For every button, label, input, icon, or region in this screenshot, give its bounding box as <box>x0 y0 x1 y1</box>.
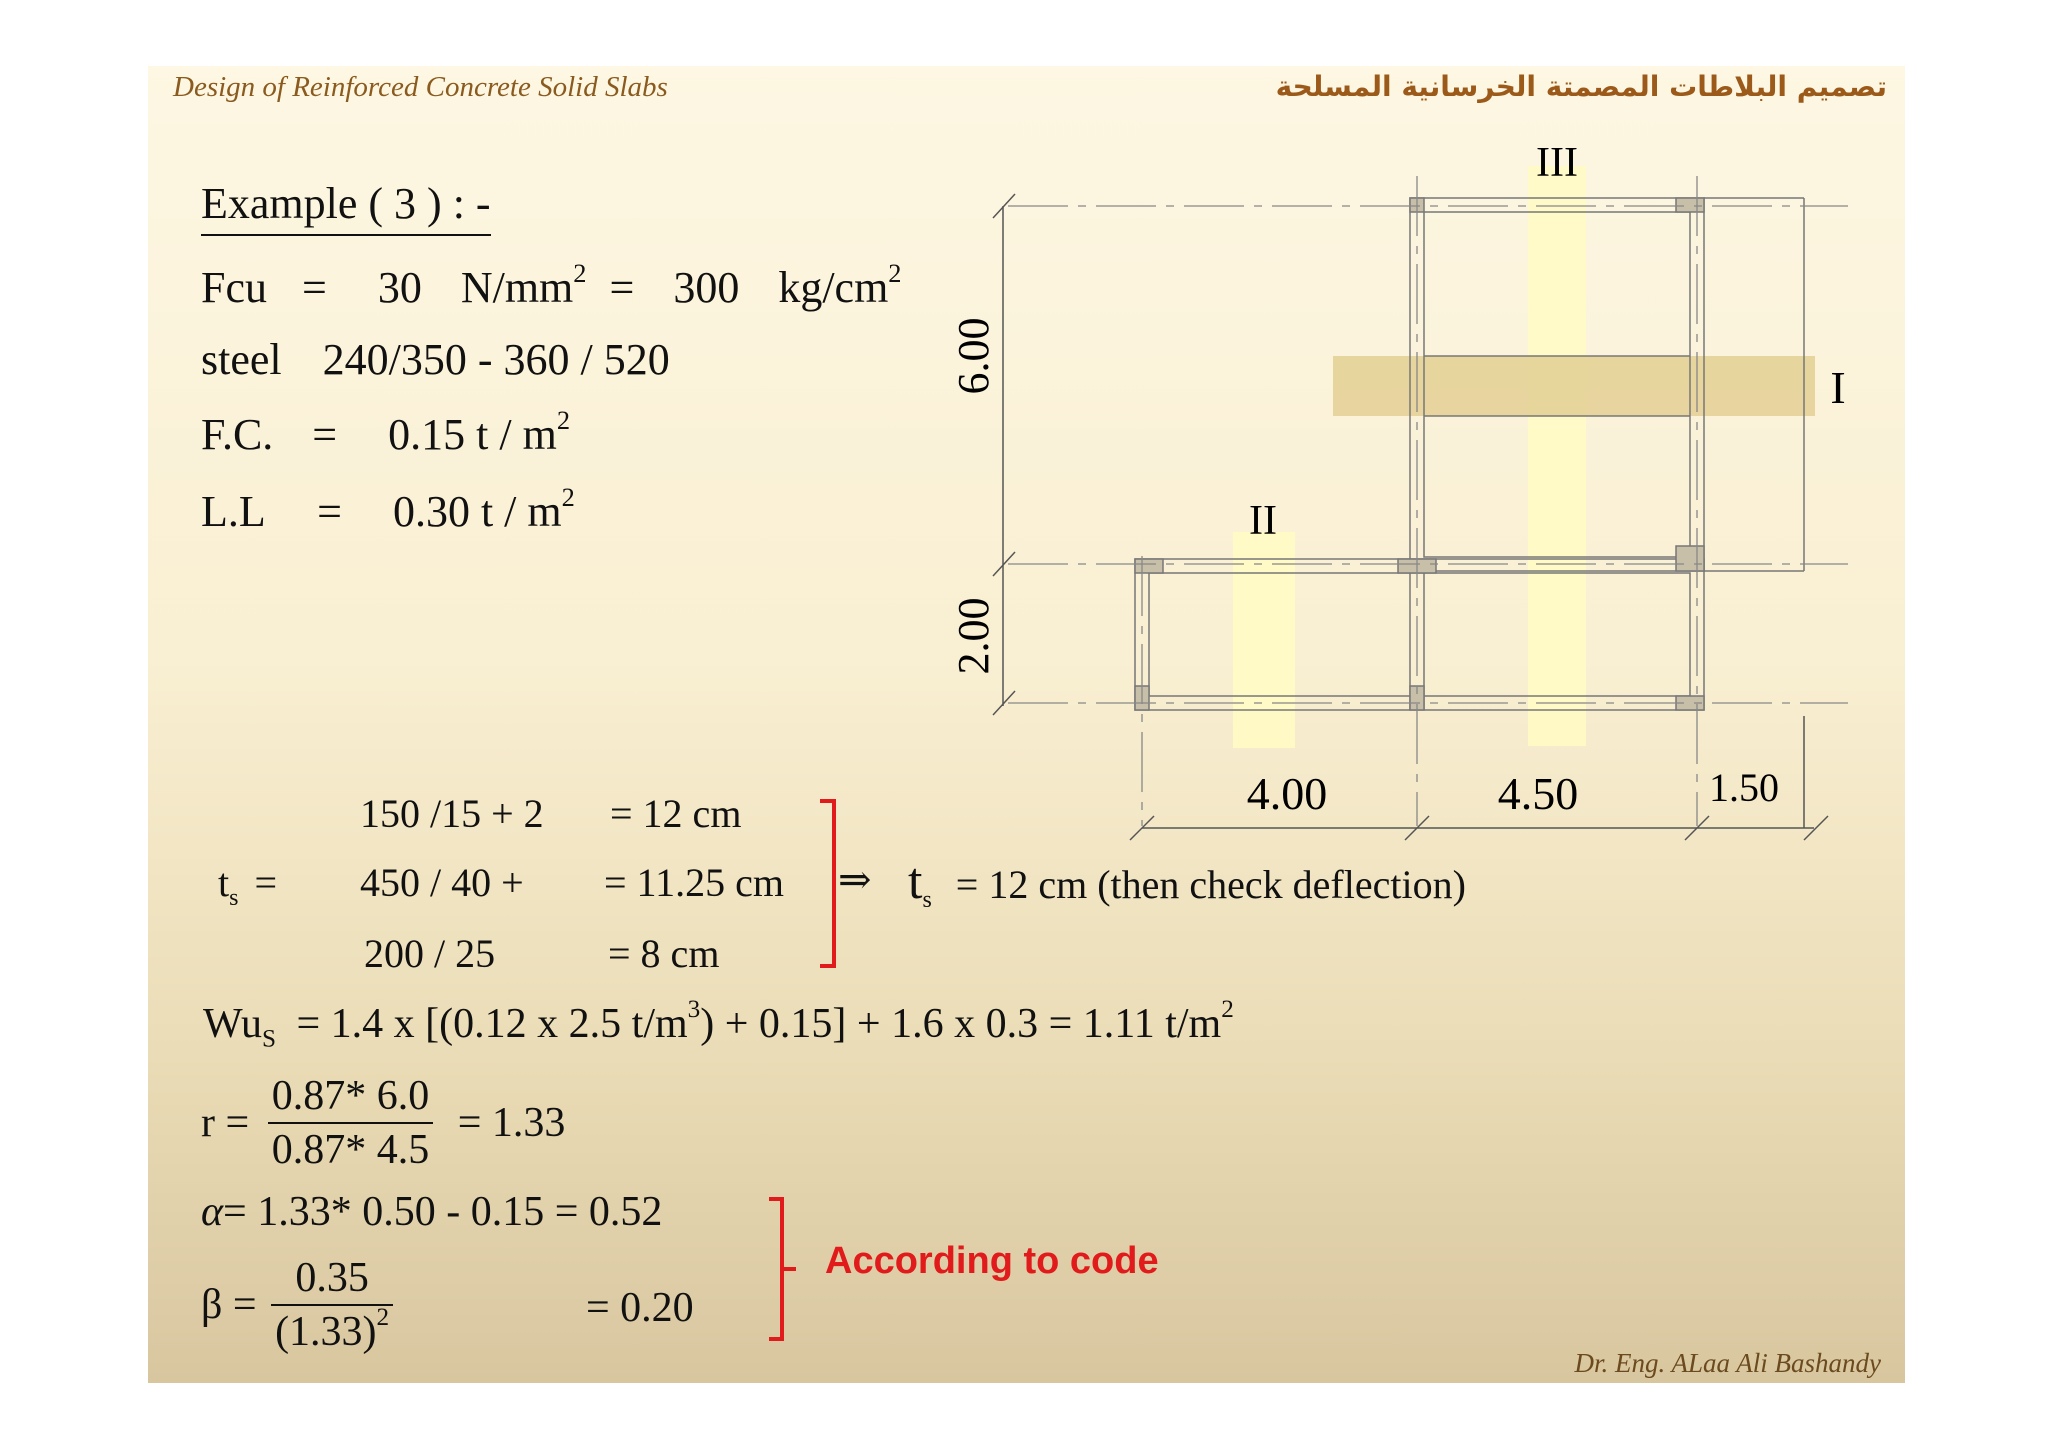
dim-2: 2.00 <box>949 597 998 675</box>
ratio-denominator: 0.87* 4.5 <box>271 1127 430 1173</box>
ll-eq: = <box>317 487 342 536</box>
ratio-equation: r = $\frac{0.87* 6.0}{0.87* 4.5}$ = 1.33 <box>201 1073 566 1173</box>
thickness-bracket <box>820 801 834 966</box>
beta-equation: β = $\frac{0.35}{(1.33)^2}$ <box>201 1254 393 1356</box>
ts-row3-expr: 200 / 25 <box>364 931 496 976</box>
example-title: Example ( 3 ) : - <box>201 178 491 229</box>
fcu-value: 30 <box>377 263 422 312</box>
strip-label-II: II <box>1249 498 1277 544</box>
steel-value: 240/350 - 360 / 520 <box>322 335 670 384</box>
fc-label: F.C. <box>201 410 274 459</box>
beta-denominator: $(1.33)^2$ <box>275 1304 390 1355</box>
fcu-label: Fcu <box>201 263 267 312</box>
ratio-numerator: 0.87* 6.0 <box>268 1072 434 1124</box>
dim-6: 6.00 <box>949 317 998 395</box>
ts-row2-result: = 11.25 cm <box>604 860 784 905</box>
dim-4-5: 4.50 <box>1497 768 1579 819</box>
strip-I <box>1333 356 1815 416</box>
wu-equation: $Wu_S = 1.4$ x [(0.12 x 2.5 $t/m^3) + 0.15] + 1.6$ x 0.3 = 1.11 $t/m^2$ <box>203 996 1234 1053</box>
ts-row3-result: = 8 cm <box>608 931 720 976</box>
fcu-value-2: 300 <box>673 263 740 312</box>
fcu-unit-nmm: $N/mm^2$ <box>460 258 587 312</box>
ts-row1-expr: 150 /15 + 2 <box>360 791 544 836</box>
fc-value: 0.15 t / $m^2$ <box>388 405 571 459</box>
code-note: According to code <box>825 1240 1159 1282</box>
fc-eq: = <box>312 410 338 459</box>
header-right-title: تصميم البلاطات المصمتة الخرسانية المسلحة <box>1275 70 1887 103</box>
header-left-title: Design of Reinforced Concrete Solid Slabs <box>173 71 668 103</box>
footer-author: Dr. Eng. ALaa Ali Bashandy <box>1574 1348 1881 1378</box>
ll-value: 0.30 t / $m^2$ <box>392 482 575 536</box>
dim-4: 4.00 <box>1246 768 1328 819</box>
alpha-equation: α= 1.33* 0.50 - 0.15 = 0.52 <box>201 1189 663 1235</box>
fcu-unit-kgcm: $kg/cm^2$ <box>778 258 902 312</box>
ts-row2-expr: 450 / 40 + <box>360 860 524 905</box>
beta-result: = 0.20 <box>586 1285 694 1331</box>
beta-numerator: 0.35 <box>271 1254 393 1306</box>
slide <box>148 66 1905 1383</box>
slab-plan-drawing <box>148 66 1905 1383</box>
strip-III <box>1528 166 1586 746</box>
ts-label: $t_s$ = <box>218 860 278 911</box>
fcu-eq: = <box>302 263 327 312</box>
dim-1-5: 1.50 <box>1709 765 1779 810</box>
ts-arrow: ⇒ <box>838 857 872 902</box>
ts-final: $t_s = 12$ cm (then check deflection) <box>908 853 1466 913</box>
strip-label-I: I <box>1830 362 1846 413</box>
steel-label: steel <box>201 335 282 384</box>
strip-label-III: III <box>1536 140 1578 186</box>
code-bracket <box>769 1199 796 1339</box>
ll-label: L.L <box>201 487 265 536</box>
ts-row1-result: = 12 cm <box>610 791 742 836</box>
ratio-result: = 1.33 <box>457 1100 566 1146</box>
fcu-eq-2: = <box>609 263 635 312</box>
